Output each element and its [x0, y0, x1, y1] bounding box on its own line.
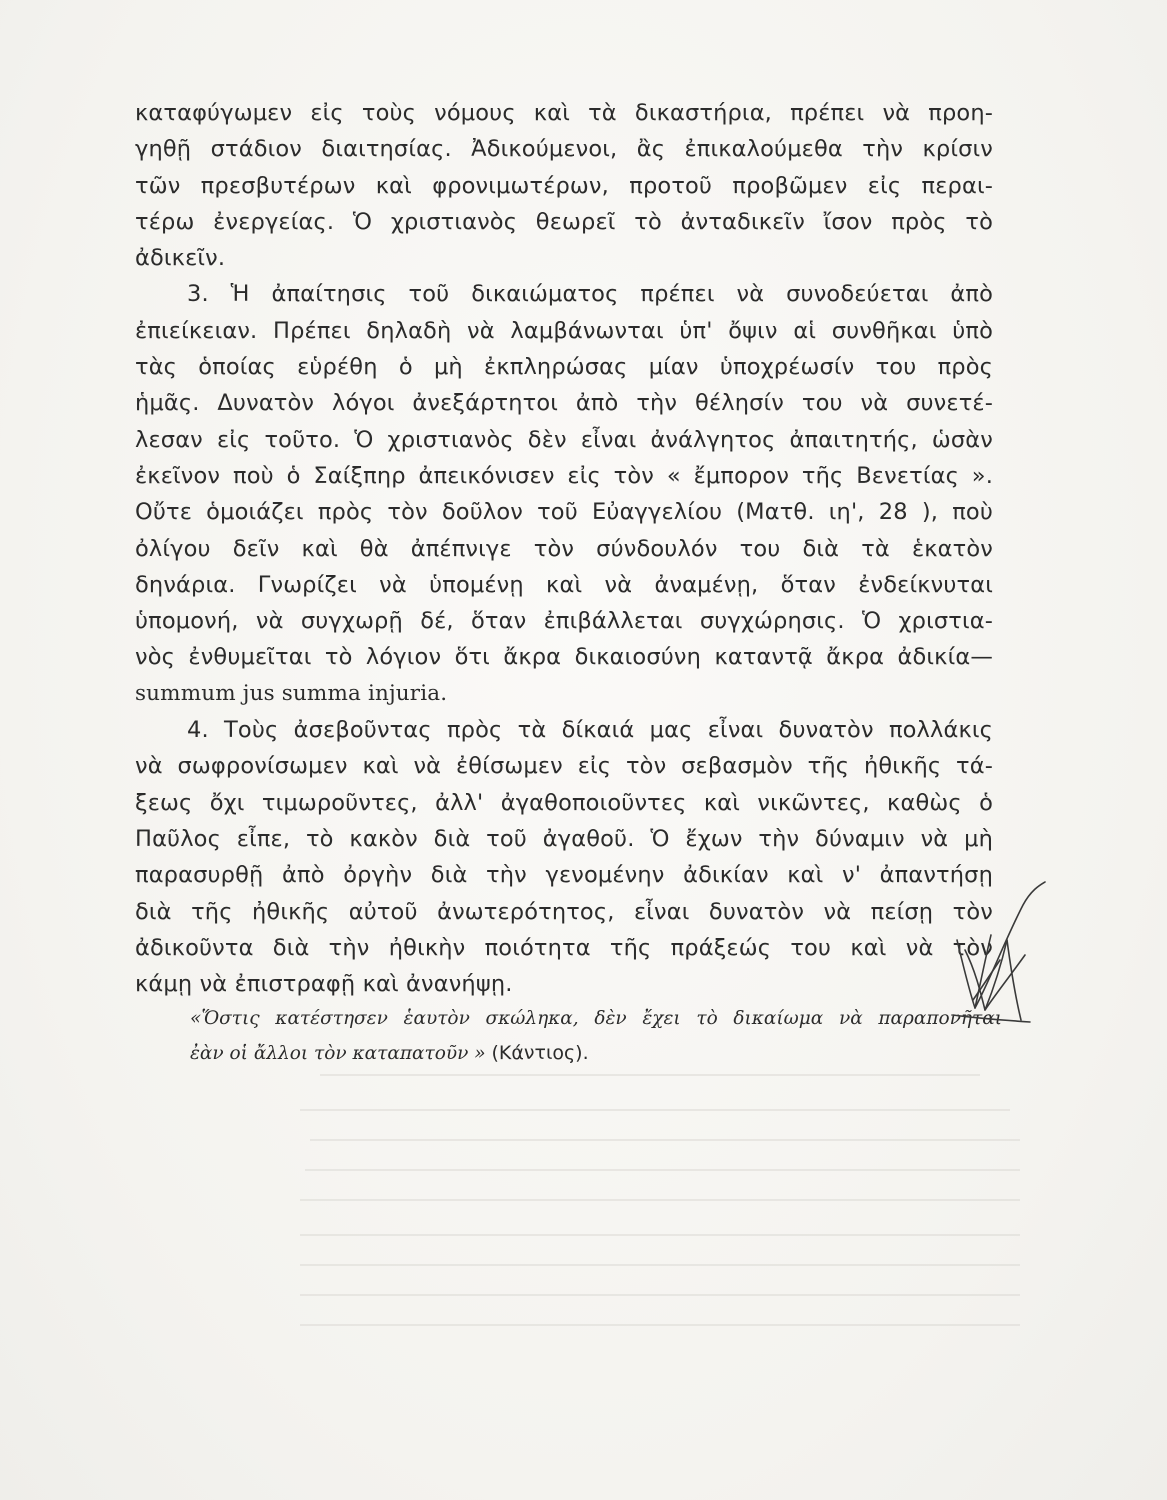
text-line: Παῦλος εἶπε, τὸ κακὸν διὰ τοῦ ἀγαθοῦ. Ὁ ἔχων τὴν δύναμιν νὰ μὴ — [135, 825, 993, 852]
text-line: γηθῇ στάδιον διαιτησίας. Ἀδικούμενοι, ἂς ἐπικαλούμεθα τὴν κρίσιν — [135, 136, 993, 163]
text-line: Οὔτε ὁμοιάζει πρὸς τὸν δοῦλον τοῦ Εὐαγγελίου (Ματθ. ιη', 28 ), ποὺ — [135, 499, 993, 526]
text-line: τῶν πρεσβυτέρων καὶ φρονιμωτέρων, προτοῦ προβῶμεν εἰς περαι- — [135, 172, 993, 199]
quote-line-2: ἐὰν οἱ ἄλλοι τὸν καταπατοῦν » — [190, 1043, 486, 1064]
quote-author: (Κάντιος). — [491, 1042, 589, 1064]
text-line: ἐπιείκειαν. Πρέπει δηλαδὴ νὰ λαμβάνωνται ὑπ' ὄψιν αἱ συνθῆκαι ὑπὸ — [135, 317, 993, 344]
text-line: ἀδικεῖν. — [135, 245, 226, 272]
text-line: ξεως ὄχι τιμωροῦντες, ἀλλ' ἀγαθοποιοῦντες καὶ νικῶντες, καθὼς ὁ — [135, 789, 993, 816]
text-line: κάμῃ νὰ ἐπιστραφῇ καὶ ἀνανήψῃ. — [135, 971, 513, 998]
text-line: δηνάρια. Γνωρίζει νὰ ὑπομένῃ καὶ νὰ ἀναμένῃ, ὅταν ἐνδείκνυται — [135, 571, 993, 598]
text-line: νὰ σωφρονίσωμεν καὶ νὰ ἐθίσωμεν εἰς τὸν σεβασμὸν τῆς ἠθικῆς τά- — [135, 753, 993, 780]
text-line: διὰ τῆς ἠθικῆς αὐτοῦ ἀνωτερότητος, εἶναι δυνατὸν νὰ πείσῃ τὸν — [135, 898, 993, 925]
text-line: παρασυρθῇ ἀπὸ ὀργὴν διὰ τὴν γενομένην ἀδικίαν καὶ ν' ἀπαντήσῃ — [135, 862, 993, 889]
paragraph-3-start: 3. Ἡ ἀπαίτησις τοῦ δικαιώματος πρέπει νὰ συνοδεύεται ἀπὸ — [187, 281, 993, 308]
text-line: καταφύγωμεν εἰς τοὺς νόμους καὶ τὰ δικαστήρια, πρέπει νὰ προη- — [135, 100, 993, 126]
body-text — [135, 95, 993, 1002]
text-line: ὑπομονή, νὰ συγχωρῇ δέ, ὅταν ἐπιβάλλεται συγχώρησις. Ὁ χριστια- — [135, 608, 993, 635]
quote-line-1: «Ὅστις κατέστησεν ἑαυτὸν σκώληκα, δὲν ἔχει τὸ δικαίωμα νὰ παραπονῆται — [190, 1008, 1002, 1029]
quote-line-2-wrapper — [190, 1036, 1002, 1070]
epigraph-quote — [190, 1002, 1002, 1070]
paragraph-4-start: 4. Τοὺς ἀσεβοῦντας πρὸς τὰ δίκαιά μας εἶναι δυνατὸν πολλάκις — [187, 717, 993, 744]
text-line: ἐκεῖνον ποὺ ὁ Σαίξπηρ ἀπεικόνισεν εἰς τὸν « ἔμπορον τῆς Βενετίας ». — [135, 462, 993, 489]
latin-phrase-line: summum jus summa injuria. — [135, 680, 448, 706]
text-line: ἀδικοῦντα διὰ τὴν ἠθικὴν ποιότητα τῆς πράξεώς του καὶ νὰ τὸν — [135, 934, 993, 961]
text-line: ἡμᾶς. Δυνατὸν λόγοι ἀνεξάρτητοι ἀπὸ τὴν θέλησίν του νὰ συνετέ- — [135, 390, 993, 417]
text-line: τὰς ὁποίας εὑρέθη ὁ μὴ ἐκπληρώσας μίαν ὑποχρέωσίν του πρὸς — [135, 354, 993, 381]
text-line: τέρω ἐνεργείας. Ὁ χριστιανὸς θεωρεῖ τὸ ἀνταδικεῖν ἴσον πρὸς τὸ — [135, 208, 993, 235]
text-line: ὀλίγου δεῖν καὶ θὰ ἀπέπνιγε τὸν σύνδουλόν του διὰ τὰ ἑκατὸν — [135, 535, 993, 562]
handwritten-pencil-mark — [945, 880, 1055, 1030]
text-line: νὸς ἐνθυμεῖται τὸ λόγιον ὅτι ἄκρα δικαιοσύνη καταντᾷ ἄκρα ἀδικία— — [135, 644, 993, 671]
text-line: λεσαν εἰς τοῦτο. Ὁ χριστιανὸς δὲν εἶναι ἀνάλγητος ἀπαιτητής, ὡσὰν — [135, 426, 993, 453]
